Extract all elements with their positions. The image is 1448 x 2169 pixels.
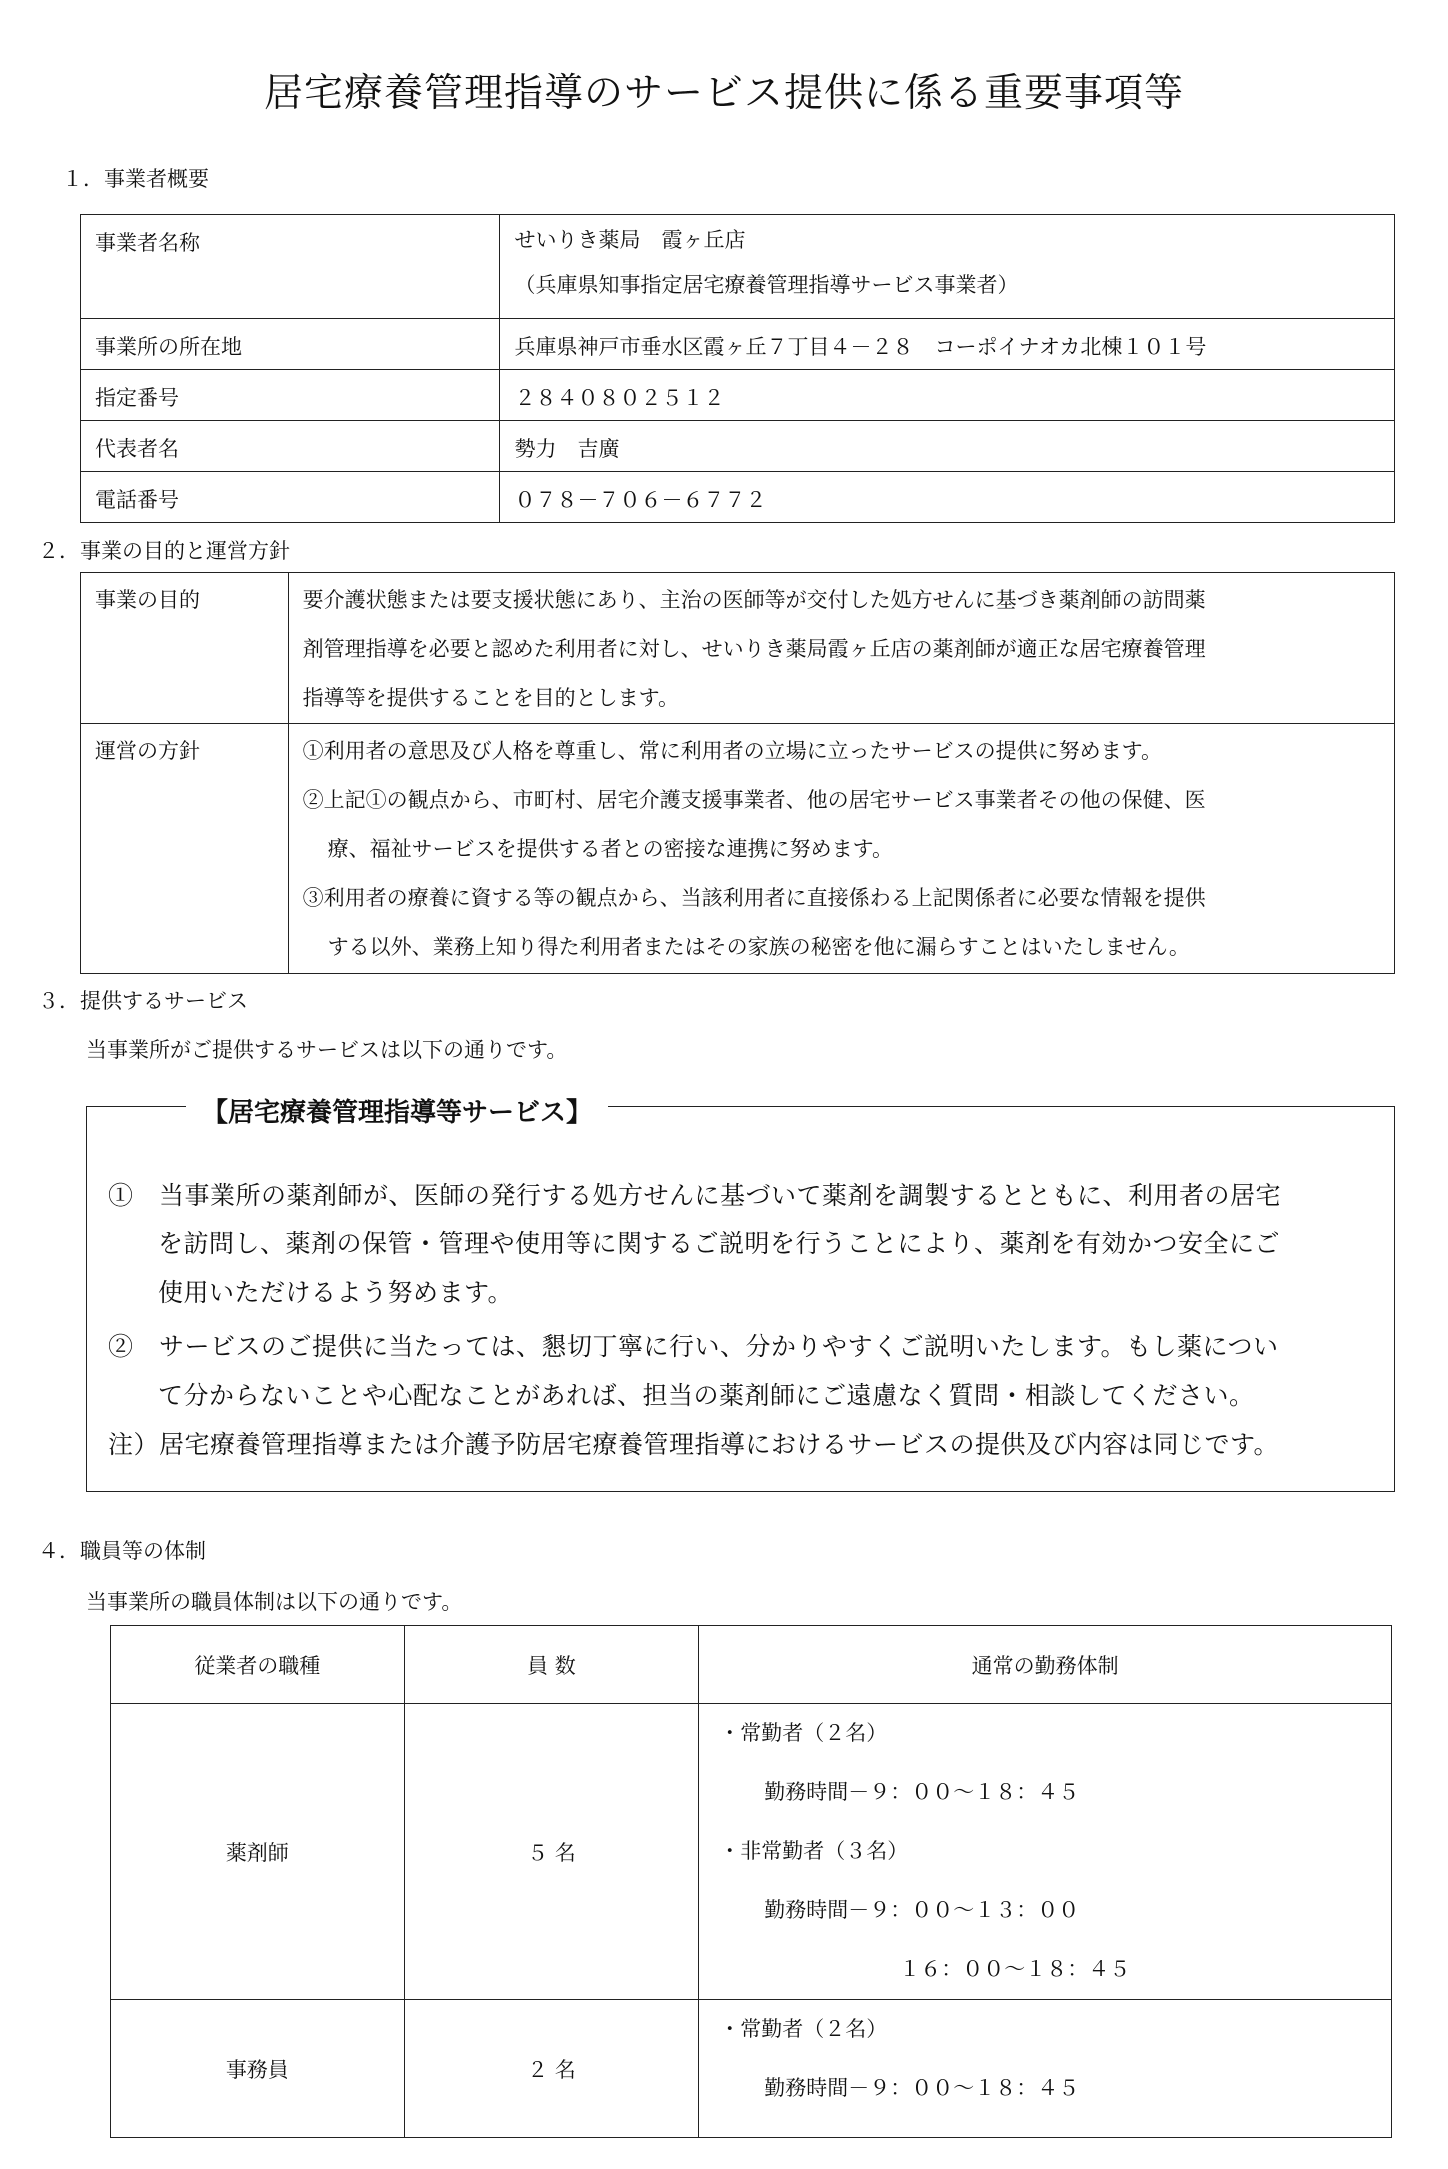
table-row — [81, 573, 1395, 724]
page-title: 居宅療養管理指導のサービス提供に係る重要事項等 — [263, 71, 1184, 116]
work-schedule: ・常勤者（２名） 勤務時間－９：００～１８：４５ ・非常勤者（３名） 勤務時間－９：００～１３：００ １６：００～１８：４５ — [699, 1704, 1392, 2000]
service-line: ① 当事業所の薬剤師が、医師の発行する処方せんに基づいて薬剤を調製するとともに、利用者の居宅 — [108, 1181, 1282, 1210]
policy-label: 運営の方針 — [81, 724, 289, 974]
address-value: 兵庫県神戸市垂水区霞ヶ丘７丁目４－２８ コーポイナオカ北棟１０１号 — [500, 319, 1395, 370]
table-header: 従業者の職種 — [111, 1626, 405, 1704]
table-cell-label: 事業所の所在地 — [81, 319, 500, 370]
section3-intro: 当事業所がご提供するサービスは以下の通りです。 — [86, 1038, 568, 1062]
table-header-row — [111, 1626, 1392, 1704]
table-row — [81, 215, 1395, 319]
table-header: 通常の勤務体制 — [699, 1626, 1392, 1704]
section3-heading: ３．提供するサービス — [38, 989, 248, 1013]
table-cell-label: 電話番号 — [81, 472, 500, 523]
table-cell-value — [500, 215, 1395, 319]
section2-heading: ２．事業の目的と運営方針 — [38, 539, 290, 563]
table-cell-label: 代表者名 — [81, 421, 500, 472]
job-title: 事務員 — [111, 2000, 405, 2138]
table-cell-label: 指定番号 — [81, 370, 500, 421]
job-title: 薬剤師 — [111, 1704, 405, 2000]
designation-number-value: ２８４０８０２５１２ — [500, 370, 1395, 421]
table-row — [81, 319, 1395, 370]
staff-count: ５ 名 — [404, 1704, 699, 2000]
service-line: て分からないことや心配なことがあれば、担当の薬剤師にご遠慮なく質問・相談してください。 — [158, 1381, 1255, 1410]
business-name: せいりき薬局 霞ヶ丘店 — [514, 228, 746, 252]
table-header: 員 数 — [404, 1626, 699, 1704]
service-line: 使用いただけるよう努めます。 — [158, 1278, 514, 1307]
purpose-text: 要介護状態または要支援状態にあり、主治の医師等が交付した処方せんに基づき薬剤師の訪問薬 剤管理指導を必要と認めた利用者に対し、せいりき薬局霞ヶ丘店の薬剤師が適正な居宅療養管理 指導等を提供することを目的とします。 — [288, 573, 1394, 724]
purpose-label: 事業の目的 — [81, 573, 289, 724]
table-row — [81, 472, 1395, 523]
staff-count: ２ 名 — [404, 2000, 699, 2138]
table-row — [111, 2000, 1392, 2138]
staff-table — [110, 1625, 1392, 2138]
section4-intro: 当事業所の職員体制は以下の通りです。 — [86, 1590, 463, 1614]
table-row — [81, 421, 1395, 472]
policy-text: ①利用者の意思及び人格を尊重し、常に利用者の立場に立ったサービスの提供に努めます。 ②上記①の観点から、市町村、居宅介護支援事業者、他の居宅サービス事業者その他の保健、医 療、福祉サービスを提供する者との密接な連携に努めます。 ③利用者の療養に資する等の観点から、当該利用者に直接係わる上記関係者に必要な情報を提供 する以外、業務上知り得た利用者またはその家族の秘密を他に漏らすことはいたしません。 — [288, 724, 1394, 974]
table-row — [81, 370, 1395, 421]
service-line: を訪問し、薬剤の保管・管理や使用等に関するご説明を行うことにより、薬剤を有効かつ安全にご — [158, 1229, 1281, 1258]
business-designation-note: （兵庫県知事指定居宅療養管理指導サービス事業者） — [514, 273, 1019, 297]
section1-heading: １．事業者概要 — [62, 167, 209, 191]
table-cell-label: 事業者名称 — [81, 215, 500, 319]
table-row — [111, 1704, 1392, 2000]
phone-value: ０７８－７０６－６７７２ — [500, 472, 1395, 523]
representative-value: 勢力 吉廣 — [500, 421, 1395, 472]
service-line: ② サービスのご提供に当たっては、懇切丁寧に行い、分かりやすくご説明いたします。もし薬につい — [108, 1332, 1279, 1361]
section4-heading: ４．職員等の体制 — [38, 1539, 206, 1563]
work-schedule: ・常勤者（２名） 勤務時間－９：００～１８：４５ — [699, 2000, 1392, 2138]
service-note: 注）居宅療養管理指導または介護予防居宅療養管理指導におけるサービスの提供及び内容は同じです。 — [108, 1430, 1280, 1459]
purpose-policy-table — [80, 572, 1395, 974]
table-row — [81, 724, 1395, 974]
service-box-title: 【居宅療養管理指導等サービス】 — [186, 1092, 608, 1129]
business-overview-table — [80, 214, 1395, 523]
